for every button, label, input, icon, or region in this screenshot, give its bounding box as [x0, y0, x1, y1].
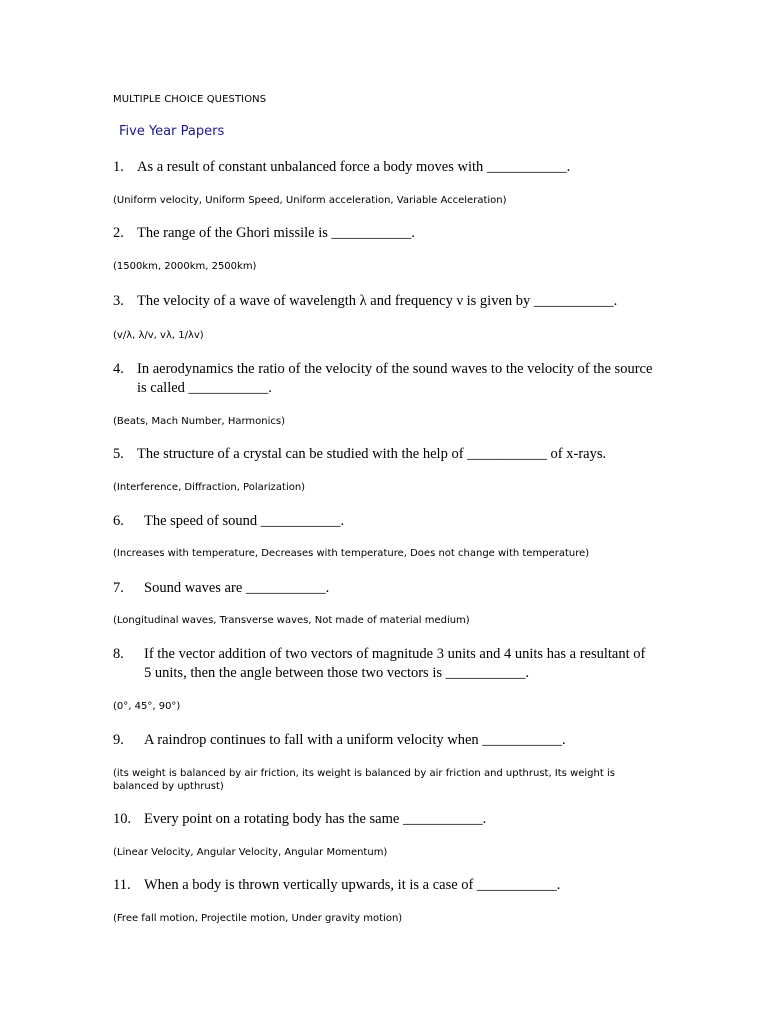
question-options: (Beats, Mach Number, Harmonics) — [113, 416, 285, 427]
question-options: (Free fall motion, Projectile motion, Under gravity motion) — [113, 913, 403, 924]
question-options: (0°, 45°, 90°) — [113, 701, 181, 712]
question-number: 6. — [113, 513, 124, 529]
question-text: If the vector addition of two vectors of magnitude 3 units and 4 units has a resultant of 5 units, then the angle between those two vectors is ___________. — [144, 646, 646, 681]
question-item — [113, 292, 653, 311]
question-number: 4. — [113, 361, 124, 377]
section-title: Five Year Papers — [119, 124, 225, 139]
question-options: (Longitudinal waves, Transverse waves, Not made of material medium) — [113, 615, 470, 626]
question-number: 5. — [113, 446, 124, 462]
question-text: The speed of sound ___________. — [144, 513, 345, 529]
question-item — [113, 360, 653, 398]
question-text: Sound waves are ___________. — [144, 580, 330, 596]
question-item — [113, 645, 653, 683]
question-number: 11. — [113, 877, 131, 893]
question-text: The range of the Ghori missile is ___________. — [137, 225, 415, 241]
question-options: (its weight is balanced by air friction, its weight is balanced by air friction and upthrust, Its weight is balanced by upthrust) — [113, 768, 615, 792]
question-options: (Linear Velocity, Angular Velocity, Angular Momentum) — [113, 847, 388, 858]
question-options: (Increases with temperature, Decreases with temperature, Does not change with temperature) — [113, 548, 590, 559]
question-number: 7. — [113, 580, 124, 596]
question-item — [113, 445, 653, 464]
document-heading: MULTIPLE CHOICE QUESTIONS — [113, 94, 267, 105]
question-text: When a body is thrown vertically upwards, it is a case of ___________. — [144, 877, 561, 893]
question-options: (Interference, Diffraction, Polarization) — [113, 482, 306, 493]
question-text: The structure of a crystal can be studied with the help of ___________ of x-rays. — [137, 446, 607, 462]
question-text: A raindrop continues to fall with a uniform velocity when ___________. — [144, 732, 566, 748]
question-number: 2. — [113, 225, 124, 241]
question-text: Every point on a rotating body has the same ___________. — [144, 811, 487, 827]
question-options: (v/λ, λ/v, vλ, 1/λv) — [113, 330, 204, 341]
question-number: 9. — [113, 732, 124, 748]
question-item — [113, 512, 653, 531]
question-text: As a result of constant unbalanced force a body moves with ___________. — [137, 159, 571, 175]
question-item — [113, 810, 653, 829]
question-number: 8. — [113, 646, 124, 662]
question-text: The velocity of a wave of wavelength λ and frequency ν is given by ___________. — [137, 293, 618, 309]
question-item — [113, 876, 653, 895]
question-item — [113, 579, 653, 598]
question-options: (Uniform velocity, Uniform Speed, Uniform acceleration, Variable Acceleration) — [113, 195, 507, 206]
question-number: 3. — [113, 293, 124, 309]
question-item — [113, 224, 653, 243]
question-item — [113, 158, 653, 177]
question-number: 10. — [113, 811, 132, 827]
question-options: (1500km, 2000km, 2500km) — [113, 261, 257, 272]
question-number: 1. — [113, 159, 124, 175]
question-text: In aerodynamics the ratio of the velocity of the sound waves to the velocity of the source is called ___________. — [137, 361, 653, 396]
question-item — [113, 731, 653, 750]
